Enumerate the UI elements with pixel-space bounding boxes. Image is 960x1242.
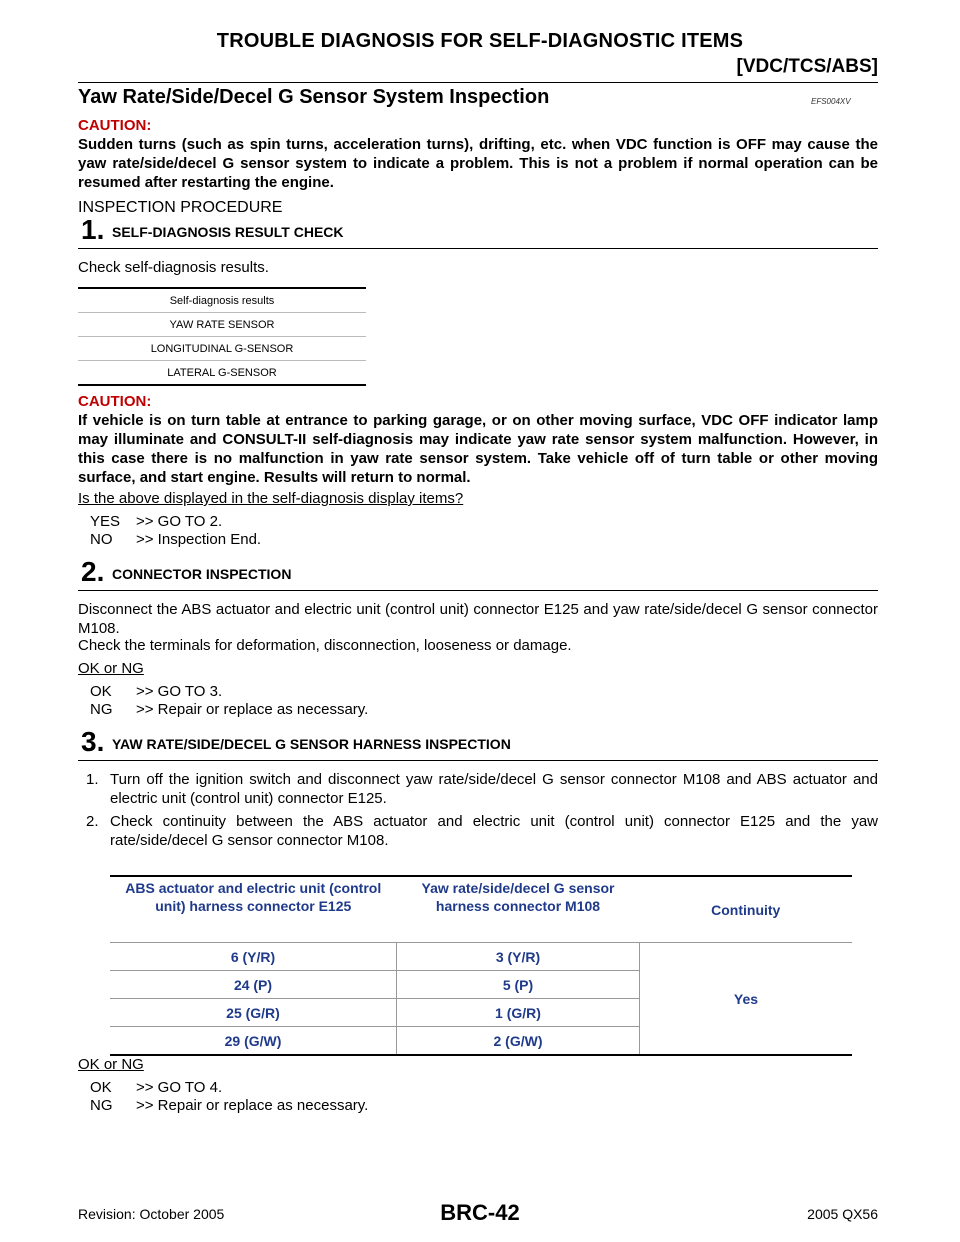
list-number: 2. bbox=[86, 813, 99, 830]
procedure-heading: INSPECTION PROCEDURE bbox=[78, 199, 283, 216]
step-title: YAW RATE/SIDE/DECEL G SENSOR HARNESS INSPECTION bbox=[112, 736, 511, 752]
list-item bbox=[78, 812, 878, 852]
page-header-title: TROUBLE DIAGNOSIS FOR SELF-DIAGNOSTIC ITEMS bbox=[216, 30, 744, 52]
result-key: NO bbox=[90, 531, 113, 548]
result-value: >> Inspection End. bbox=[136, 531, 262, 548]
page-header-subtitle: [VDC/TCS/ABS] bbox=[736, 56, 878, 77]
step-3-header bbox=[78, 726, 878, 761]
step-title: CONNECTOR INSPECTION bbox=[112, 566, 292, 582]
column-header: Yaw rate/side/decel G sensor harness connector M108 bbox=[397, 876, 640, 943]
column-header: Continuity bbox=[640, 876, 853, 943]
list-text: Turn off the ignition switch and disconnect yaw rate/side/decel G sensor connector M108 and ABS actuator and electric unit (control unit) connector E125. bbox=[110, 771, 878, 807]
step-1-header bbox=[78, 214, 878, 249]
caution-label: CAUTION: bbox=[78, 393, 152, 410]
harness-continuity-table bbox=[110, 875, 852, 1056]
caution-label: CAUTION: bbox=[78, 117, 152, 134]
table-row: YAW RATE SENSOR bbox=[78, 313, 366, 337]
result-key: OK bbox=[90, 683, 112, 700]
self-diagnosis-table bbox=[78, 287, 366, 386]
result-line bbox=[90, 1078, 890, 1097]
column-header: ABS actuator and electric unit (control unit) harness connector E125 bbox=[110, 876, 397, 943]
continuity-cell: Yes bbox=[640, 943, 853, 1056]
header-divider bbox=[78, 82, 878, 83]
caution-text: Sudden turns (such as spin turns, acceleration turns), drifting, etc. when VDC function is OFF may cause the yaw rate/side/decel G sensor system to indicate a problem. This is not a problem if normal operation can be resumed after restarting the engine. bbox=[78, 136, 878, 191]
caution-text: If vehicle is on turn table at entrance to parking garage, or on other moving surface, VDC OFF indicator lamp may illuminate and CONSULT-II self-diagnosis may indicate yaw rate sensor system malfunction. However, in this case there is no malfunction in yaw rate sensor system. Take vehicle off of turn table or other moving surface, and start engine. Results will return to normal. bbox=[78, 412, 878, 486]
table-cell: 24 (P) bbox=[110, 971, 397, 999]
result-line bbox=[90, 682, 890, 701]
step-number: 3. bbox=[81, 726, 105, 757]
footer-model: 2005 QX56 bbox=[807, 1206, 878, 1222]
footer-revision: Revision: October 2005 bbox=[78, 1206, 225, 1222]
result-value: >> GO TO 4. bbox=[136, 1079, 223, 1096]
result-value: >> GO TO 3. bbox=[136, 683, 223, 700]
page-number: BRC-42 bbox=[440, 1200, 520, 1225]
step-number: 2. bbox=[81, 556, 105, 587]
step-2-question: OK or NG bbox=[78, 660, 144, 677]
table-cell: 1 (G/R) bbox=[397, 999, 640, 1027]
result-value: >> GO TO 2. bbox=[136, 513, 223, 530]
section-code: EFS004XV bbox=[811, 97, 851, 106]
table-cell: 29 (G/W) bbox=[110, 1027, 397, 1056]
table-cell: 5 (P) bbox=[397, 971, 640, 999]
table-header: Self-diagnosis results bbox=[78, 288, 366, 313]
list-text: Check continuity between the ABS actuator and electric unit (control unit) connector E125 and the yaw rate/side/decel G sensor connector M108. bbox=[110, 813, 878, 849]
step-title: SELF-DIAGNOSIS RESULT CHECK bbox=[112, 224, 344, 240]
result-line bbox=[90, 512, 890, 531]
table-cell: 2 (G/W) bbox=[397, 1027, 640, 1056]
table-cell: 25 (G/R) bbox=[110, 999, 397, 1027]
step-1-question: Is the above displayed in the self-diagnosis display items? bbox=[78, 490, 464, 507]
section-title: Yaw Rate/Side/Decel G Sensor System Inspection bbox=[78, 86, 550, 108]
result-key: YES bbox=[90, 513, 121, 530]
result-key: OK bbox=[90, 1079, 112, 1096]
result-key: NG bbox=[90, 701, 113, 718]
step-2-text-2: Check the terminals for deformation, disconnection, looseness or damage. bbox=[78, 637, 572, 654]
step-3-question: OK or NG bbox=[78, 1056, 144, 1073]
step-number: 1. bbox=[81, 214, 105, 245]
table-cell: 6 (Y/R) bbox=[110, 943, 397, 971]
result-key: NG bbox=[90, 1097, 113, 1114]
result-line bbox=[90, 530, 890, 549]
table-row: LATERAL G-SENSOR bbox=[78, 361, 366, 386]
table-cell: 3 (Y/R) bbox=[397, 943, 640, 971]
result-value: >> Repair or replace as necessary. bbox=[136, 1097, 369, 1114]
list-number: 1. bbox=[86, 771, 99, 788]
caution-block bbox=[78, 116, 878, 192]
table-row: LONGITUDINAL G-SENSOR bbox=[78, 337, 366, 361]
step-2-header bbox=[78, 556, 878, 591]
result-line bbox=[90, 700, 890, 719]
result-value: >> Repair or replace as necessary. bbox=[136, 701, 369, 718]
caution-block-2 bbox=[78, 392, 878, 487]
step-2-text-1: Disconnect the ABS actuator and electric unit (control unit) connector E125 and yaw rate/side/decel G sensor connector M108. bbox=[78, 601, 878, 637]
step-1-instruction: Check self-diagnosis results. bbox=[78, 259, 269, 276]
result-line bbox=[90, 1096, 890, 1115]
list-item bbox=[78, 770, 878, 810]
